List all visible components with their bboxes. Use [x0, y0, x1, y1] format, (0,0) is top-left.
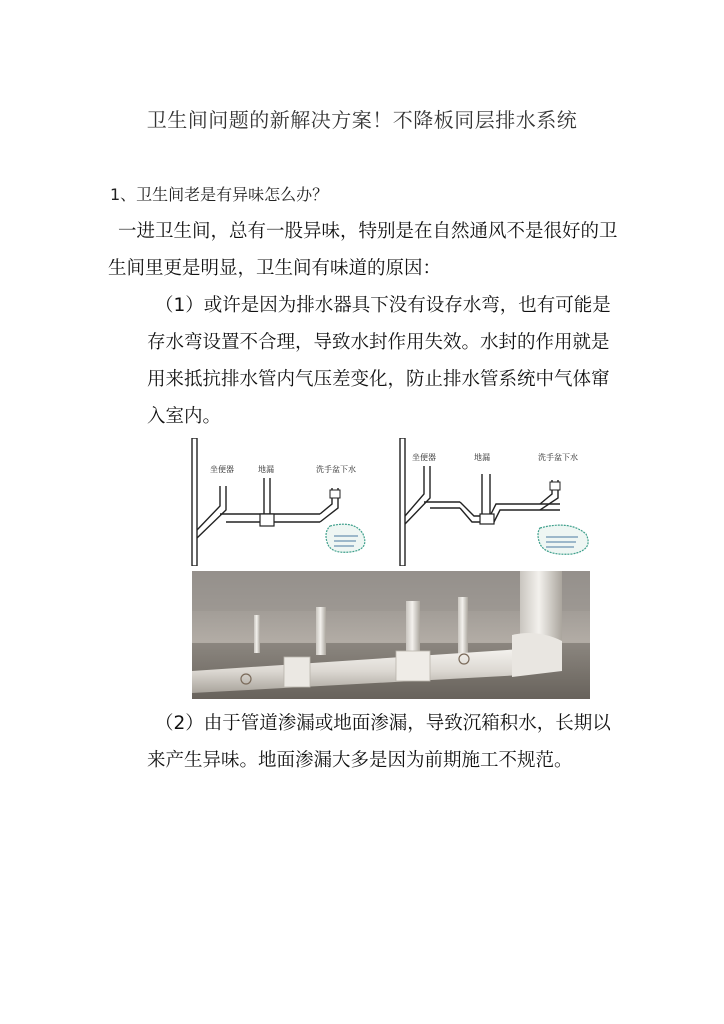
pipe-installation-photo	[192, 571, 590, 699]
intro-paragraph: 一进卫生间，总有一股异味，特别是在自然通风不是很好的卫生间里更是明显，卫生间有味道的原因：	[108, 221, 618, 279]
reason-2-paragraph: （2）由于管道渗漏或地面渗漏，导致沉箱积水，长期以来产生异味。地面渗漏大多是因为前期施工不规范。	[147, 713, 611, 771]
reason-1-paragraph: （1）或许是因为排水器具下没有设存水弯，也有可能是存水弯设置不合理，导致水封作用失效。水封的作用就是用来抵抗排水管内气压差变化，防止排水管系统中气体窜入室内。	[147, 295, 611, 427]
diagram-left-label-basin: 洗手盆下水	[316, 465, 356, 474]
pipe-diagram-right	[390, 438, 600, 566]
diagram-right-label-basin: 洗手盆下水	[538, 453, 578, 462]
page-title: 卫生间问题的新解决方案！不降板同层排水系统	[146, 108, 578, 132]
pipe-diagram-left	[180, 438, 380, 566]
diagram-right-label-toilet: 坐便器	[412, 453, 436, 462]
diagram-left-label-drain: 地漏	[258, 465, 274, 474]
section-heading: 1、卫生间老是有异味怎么办？	[110, 185, 329, 204]
diagram-right-label-drain: 地漏	[474, 453, 490, 462]
diagram-left-label-toilet: 坐便器	[210, 465, 234, 474]
